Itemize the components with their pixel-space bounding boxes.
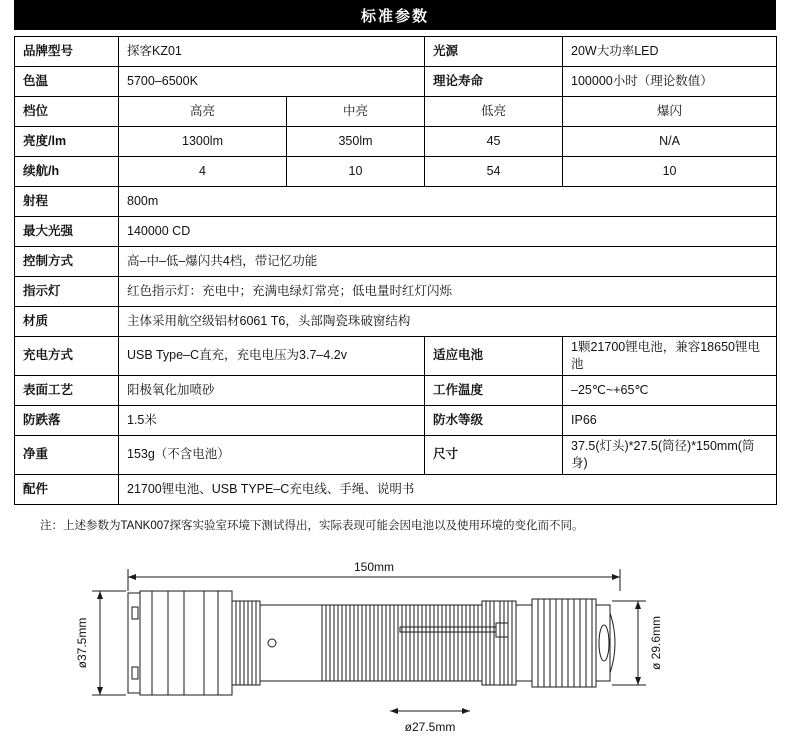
spec-value-cell: 10 [563, 157, 777, 187]
spec-value-cell: IP66 [563, 405, 777, 435]
table-row [15, 127, 777, 157]
spec-value-cell: 高亮 [119, 97, 287, 127]
table-row [15, 375, 777, 405]
spec-label-cell: 表面工艺 [15, 375, 119, 405]
spec-value-cell: 10 [287, 157, 425, 187]
flashlight-drawing [0, 543, 790, 743]
table-row [15, 405, 777, 435]
page-title: 标准参数 [14, 0, 776, 30]
spec-value-cell: 1300lm [119, 127, 287, 157]
spec-label-cell: 档位 [15, 97, 119, 127]
spec-value-cell: USB Type–C直充，充电电压为3.7–4.2v [119, 337, 425, 376]
spec-value-cell: 140000 CD [119, 217, 777, 247]
spec-value-cell: 800m [119, 187, 777, 217]
spec-value-cell: 20W大功率LED [563, 37, 777, 67]
spec-value-cell: 中亮 [287, 97, 425, 127]
spec-label-cell: 材质 [15, 307, 119, 337]
spec-value-cell: 1颗21700锂电池，兼容18650锂电池 [563, 337, 777, 376]
table-row [15, 435, 777, 474]
footnote: 注：上述参数为TANK007探客实验室环境下测试得出，实际表现可能会因电池以及使用环境的变化而不同。 [40, 519, 584, 532]
table-row [15, 97, 777, 127]
spec-label-cell: 射程 [15, 187, 119, 217]
spec-value-cell: 主体采用航空级铝材6061 T6，头部陶瓷珠破窗结构 [119, 307, 777, 337]
spec-label-cell: 净重 [15, 435, 119, 474]
spec-label-cell: 适应电池 [425, 337, 563, 376]
spec-value-cell: 4 [119, 157, 287, 187]
spec-label-cell: 光源 [425, 37, 563, 67]
tail-diameter-label: ø 29.6mm [649, 615, 663, 670]
spec-value-cell: 高–中–低–爆闪共4档，带记忆功能 [119, 247, 777, 277]
spec-label-cell: 工作温度 [425, 375, 563, 405]
table-row [15, 337, 777, 376]
spec-label-cell: 理论寿命 [425, 67, 563, 97]
spec-value-cell: 阳极氧化加喷砂 [119, 375, 425, 405]
body-diameter-label: ø27.5mm [404, 719, 456, 734]
spec-label-cell: 防跌落 [15, 405, 119, 435]
spec-value-cell: 54 [425, 157, 563, 187]
spec-label-cell: 续航/h [15, 157, 119, 187]
spec-label-cell: 配件 [15, 474, 119, 504]
specification-table [14, 36, 777, 505]
spec-value-cell: 红色指示灯：充电中；充满电绿灯常亮；低电量时红灯闪烁 [119, 277, 777, 307]
table-row [15, 67, 777, 97]
spec-label-cell: 亮度/lm [15, 127, 119, 157]
spec-value-cell: 100000小时（理论数值） [563, 67, 777, 97]
spec-label-cell: 最大光强 [15, 217, 119, 247]
head-diameter-label: ø37.5mm [75, 617, 89, 668]
table-row [15, 307, 777, 337]
spec-value-cell: 低亮 [425, 97, 563, 127]
table-row [15, 247, 777, 277]
spec-value-cell: 1.5米 [119, 405, 425, 435]
spec-label-cell: 指示灯 [15, 277, 119, 307]
spec-value-cell: 153g（不含电池） [119, 435, 425, 474]
spec-label-cell: 充电方式 [15, 337, 119, 376]
spec-value-cell: 45 [425, 127, 563, 157]
spec-label-cell: 色温 [15, 67, 119, 97]
spec-table-body [15, 37, 777, 505]
spec-value-cell: 5700–6500K [119, 67, 425, 97]
spec-value-cell: 爆闪 [563, 97, 777, 127]
table-row [15, 474, 777, 504]
spec-label-cell: 防水等级 [425, 405, 563, 435]
spec-value-cell: N/A [563, 127, 777, 157]
table-row [15, 37, 777, 67]
spec-label-cell: 品牌型号 [15, 37, 119, 67]
spec-label-cell: 尺寸 [425, 435, 563, 474]
spec-value-cell: 探客KZ01 [119, 37, 425, 67]
spec-label-cell: 控制方式 [15, 247, 119, 277]
spec-value-cell: 37.5(灯头)*27.5(筒径)*150mm(筒身) [563, 435, 777, 474]
length-label: 150mm [353, 559, 395, 574]
table-row [15, 157, 777, 187]
table-row [15, 277, 777, 307]
table-row [15, 217, 777, 247]
spec-value-cell: 21700锂电池、USB TYPE–C充电线、手绳、说明书 [119, 474, 777, 504]
table-row [15, 187, 777, 217]
spec-value-cell: 350lm [287, 127, 425, 157]
spec-value-cell: –25℃~+65℃ [563, 375, 777, 405]
product-dimension-diagram [0, 543, 790, 743]
